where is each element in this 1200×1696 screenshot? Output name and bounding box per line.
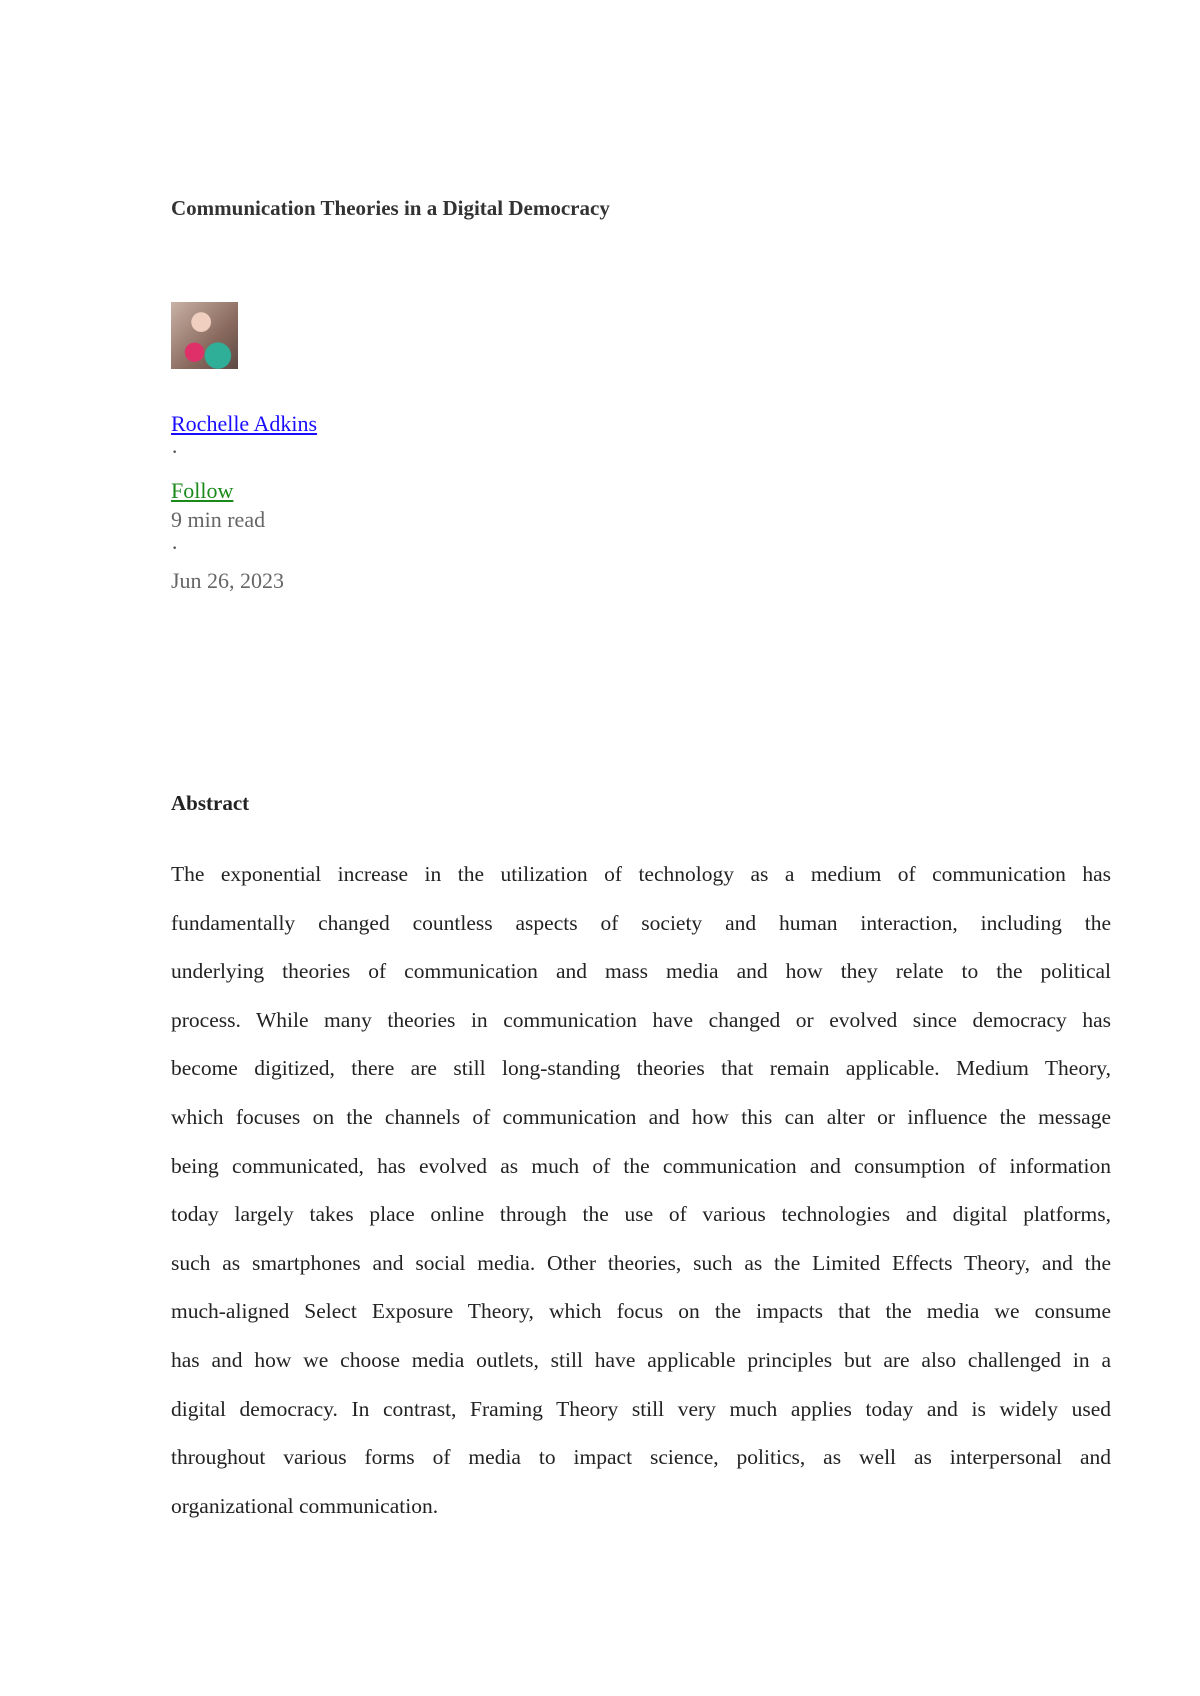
abstract-line: being communicated, has evolved as much of the communication and consumption of information bbox=[171, 1153, 1111, 1178]
separator-dot: · bbox=[171, 439, 179, 464]
abstract-line: which focuses on the channels of communication and how this can alter or influence the message bbox=[171, 1104, 1111, 1129]
abstract-line: today largely takes place online through the use of various technologies and digital platforms, bbox=[171, 1202, 1111, 1227]
abstract-line: underlying theories of communication and mass media and how they relate to the political bbox=[171, 959, 1111, 984]
abstract-line: digital democracy. In contrast, Framing Theory still very much applies today and is widely used bbox=[171, 1396, 1111, 1421]
abstract-line: become digitized, there are still long-standing theories that remain applicable. Medium Theory, bbox=[171, 1056, 1111, 1081]
read-time: 9 min read bbox=[171, 507, 266, 532]
abstract-line: process. While many theories in communication have changed or evolved since democracy has bbox=[171, 1007, 1111, 1032]
abstract-heading: Abstract bbox=[171, 791, 250, 815]
abstract-line: much-aligned Select Exposure Theory, which focus on the impacts that the media we consume bbox=[171, 1299, 1111, 1324]
abstract-body bbox=[171, 858, 1111, 1538]
article-title: Communication Theories in a Digital Democracy bbox=[171, 196, 610, 220]
abstract-line: throughout various forms of media to impact science, politics, as well as interpersonal and bbox=[171, 1445, 1111, 1470]
abstract-line: such as smartphones and social media. Other theories, such as the Limited Effects Theory, and the bbox=[171, 1250, 1111, 1275]
separator-dot: · bbox=[171, 535, 179, 560]
abstract-line: has and how we choose media outlets, still have applicable principles but are also challenged in a bbox=[171, 1347, 1111, 1372]
abstract-line: The exponential increase in the utilization of technology as a medium of communication has bbox=[171, 862, 1111, 886]
abstract-line: organizational communication. bbox=[171, 1493, 439, 1518]
author-avatar[interactable] bbox=[171, 302, 238, 369]
follow-link[interactable]: Follow bbox=[171, 478, 234, 503]
author-link[interactable]: Rochelle Adkins bbox=[171, 411, 318, 436]
abstract-line: fundamentally changed countless aspects of society and human interaction, including the bbox=[171, 910, 1111, 935]
publish-date: Jun 26, 2023 bbox=[171, 568, 285, 593]
